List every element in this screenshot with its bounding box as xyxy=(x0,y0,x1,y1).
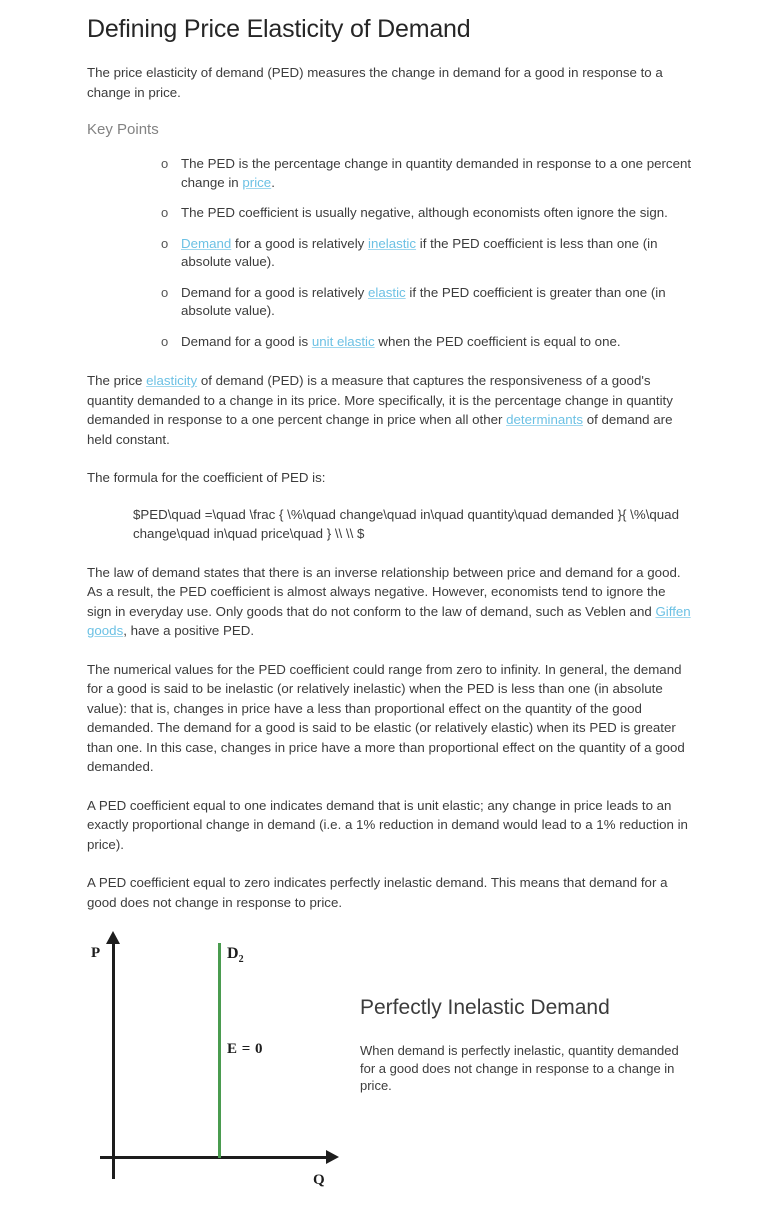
section-title-key-points: Key Points xyxy=(87,121,159,138)
formula-latex-source: $PED\quad =\quad \frac { \%\quad change\quad in\quad quantity\quad demanded }{ \%\quad change\quad in\quad price\quad } \\ \\ $ xyxy=(133,506,679,541)
list-item-text: The PED coefficient is usually negative, although economists often ignore the sign. xyxy=(181,205,668,220)
text-fragment: of demand (PED) is a measure that captures the responsiveness of a good's quantity demanded to a change in its price. More specifically, it is the percentage change in quantity demanded in response to a one percent change in price when all other xyxy=(87,373,673,427)
link-determinants[interactable]: determinants xyxy=(506,412,584,427)
bullet-circle-icon: o xyxy=(161,235,169,251)
curve-label-d2 xyxy=(227,945,244,965)
text-fragment: of demand are held constant. xyxy=(87,412,673,447)
link-inelastic[interactable]: inelastic xyxy=(368,235,417,251)
figure-perfectly-inelastic-demand xyxy=(87,931,707,1206)
list-item xyxy=(161,204,692,223)
list-item xyxy=(161,235,692,272)
link-demand[interactable]: Demand xyxy=(181,235,232,251)
paragraph-numerical-values: The numerical values for the PED coefficient could range from zero to infinity. In general, the demand for a good is said to be inelastic (or relatively inelastic) when the PED is less than one (in absolute value): that is, changes in price have a less than proportional effect on the quantity of the good demanded. The demand for a good is said to be elastic (or relatively elastic) when its PED is greater than one. In this case, changes in price have a more than proportional effect on the quantity of a good demanded. xyxy=(87,661,685,774)
x-axis-arrow-icon xyxy=(326,1150,339,1164)
list-item-text-mid: for a good is relatively xyxy=(231,235,368,251)
paragraph-unit-elastic: A PED coefficient equal to one indicates demand that is unit elastic; any change in price leads to an exactly proportional change in demand (i.e. a 1% reduction in demand would lead to a 1% reduction in price). xyxy=(87,797,688,852)
page-title: Defining Price Elasticity of Demand xyxy=(87,15,471,43)
list-item-text-post: if the PED coefficient is less than one (in absolute value). xyxy=(181,235,658,269)
bullet-circle-icon: o xyxy=(161,205,169,220)
y-axis-label: P xyxy=(91,945,101,961)
text-fragment: The law of demand states that there is an inverse relationship between price and demand for a good. As a result, the PED coefficient is almost always negative. However, economists tend to ignore the sign in everyday use. Only goods that do not conform to the law of demand, such as Veblen and xyxy=(87,564,681,619)
text-fragment: The price xyxy=(87,373,147,388)
paragraph-law-of-demand xyxy=(87,563,692,641)
bullet-circle-icon: o xyxy=(161,333,169,349)
demand-curve-d2 xyxy=(218,943,221,1158)
paragraph-formula-lead: The formula for the coefficient of PED is: xyxy=(87,470,326,485)
x-axis-label: Q xyxy=(313,1172,325,1188)
list-item xyxy=(161,284,692,321)
list-item xyxy=(161,155,692,192)
figure-caption-body: When demand is perfectly inelastic, quantity demanded for a good does not change in response to a change in price. xyxy=(360,1043,679,1094)
link-elastic[interactable]: elastic xyxy=(368,284,406,300)
list-item-text-post: if the PED coefficient is greater than one (in absolute value). xyxy=(181,284,666,318)
x-axis-line xyxy=(100,1156,328,1159)
link-elasticity[interactable]: elasticity xyxy=(146,373,198,388)
intro-paragraph: The price elasticity of demand (PED) measures the change in demand for a good in response to a change in price. xyxy=(87,65,663,100)
figure-caption-title: Perfectly Inelastic Demand xyxy=(360,996,610,1019)
list-item-text-post: when the PED coefficient is equal to one. xyxy=(374,333,621,349)
figure-caption xyxy=(360,995,690,1095)
curve-label-subscript: 2 xyxy=(238,954,244,966)
demand-chart xyxy=(87,931,362,1206)
list-item-text-pre: Demand for a good is xyxy=(181,333,312,349)
text-fragment: , have a positive PED. xyxy=(123,623,255,638)
key-points-list xyxy=(87,155,692,351)
list-item-text-pre: The PED is the percentage change in quantity demanded in response to a one percent change in xyxy=(181,156,692,190)
paragraph-definition xyxy=(87,371,692,449)
bullet-circle-icon: o xyxy=(161,284,169,300)
y-axis-line xyxy=(112,942,115,1179)
link-price[interactable]: price xyxy=(242,174,272,190)
curve-label-letter: D xyxy=(227,945,239,962)
elasticity-annotation: E = 0 xyxy=(227,1041,264,1057)
link-unit-elastic[interactable]: unit elastic xyxy=(311,333,375,349)
bullet-circle-icon: o xyxy=(161,156,169,171)
paragraph-perfectly-inelastic: A PED coefficient equal to zero indicates perfectly inelastic demand. This means that demand for a good does not change in response to price. xyxy=(87,875,668,910)
list-item-text-post: . xyxy=(271,174,275,190)
link-giffen-goods[interactable]: Giffen goods xyxy=(87,603,691,638)
list-item xyxy=(161,333,692,352)
list-item-text-pre: Demand for a good is relatively xyxy=(181,284,368,300)
